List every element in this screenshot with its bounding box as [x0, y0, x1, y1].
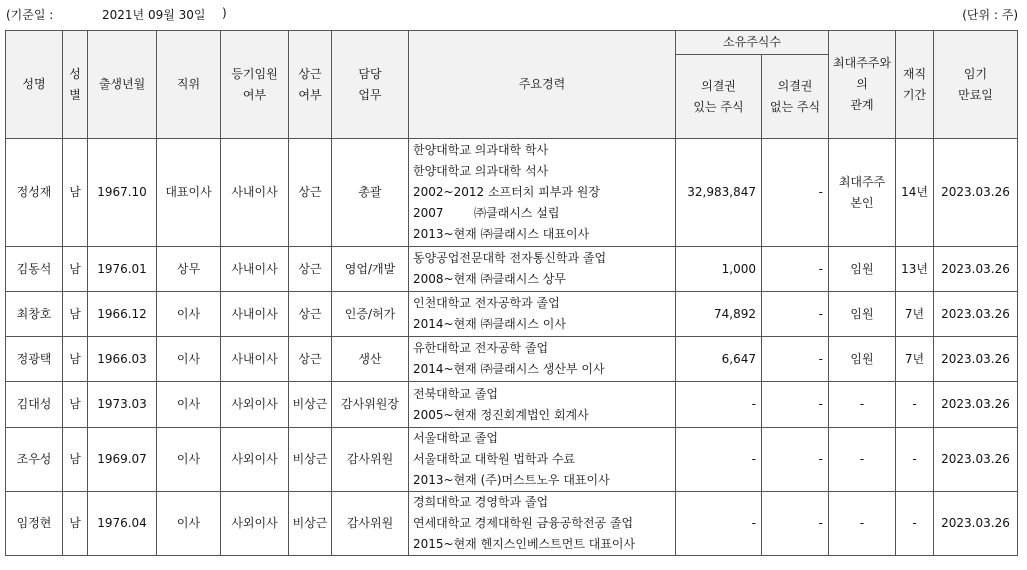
cell-position: 이사 [157, 382, 221, 428]
cell-voting-shares: - [676, 492, 762, 556]
cell-position: 상무 [157, 247, 221, 292]
cell-fulltime: 상근 [289, 139, 332, 247]
cell-birth: 1967.10 [88, 139, 157, 247]
cell-career [409, 292, 676, 337]
cell-tenure: - [896, 492, 934, 556]
cell-nonvoting-shares: - [762, 337, 829, 382]
cell-birth: 1973.03 [88, 382, 157, 428]
table-row [6, 382, 1018, 428]
cell-gender: 남 [63, 337, 88, 382]
cell-gender: 남 [63, 292, 88, 337]
cell-voting-shares: - [676, 382, 762, 428]
cell-tenure: 7년 [896, 292, 934, 337]
cell-duty: 총괄 [332, 139, 409, 247]
header-birth: 출생년월 [88, 31, 157, 139]
executives-table [5, 30, 1018, 556]
cell-career [409, 247, 676, 292]
cell-term: 2023.03.26 [934, 292, 1018, 337]
cell-birth: 1976.04 [88, 492, 157, 556]
cell-career [409, 492, 676, 556]
cell-nonvoting-shares: - [762, 382, 829, 428]
cell-birth: 1969.07 [88, 428, 157, 492]
cell-name: 정성재 [6, 139, 63, 247]
cell-relation-line: 임원 [850, 261, 874, 276]
cell-tenure: 14년 [896, 139, 934, 247]
cell-nonvoting-shares: - [762, 292, 829, 337]
cell-name: 조우성 [6, 428, 63, 492]
cell-position: 대표이사 [157, 139, 221, 247]
cell-name: 김대성 [6, 382, 63, 428]
cell-term: 2023.03.26 [934, 337, 1018, 382]
cell-duty: 인증/허가 [332, 292, 409, 337]
cell-career-line: 경희대학교 경영학과 졸업 [413, 495, 549, 509]
header-nonvoting: 의결권 없는 주식 [762, 55, 829, 139]
cell-birth: 1966.03 [88, 337, 157, 382]
cell-voting-shares: 6,647 [676, 337, 762, 382]
cell-name: 임정현 [6, 492, 63, 556]
cell-relation [829, 382, 896, 428]
cell-relation-line: 최대주주 [838, 174, 886, 189]
cell-voting-shares: 74,892 [676, 292, 762, 337]
cell-term: 2023.03.26 [934, 428, 1018, 492]
cell-gender: 남 [63, 139, 88, 247]
basis-date-close: ) [222, 6, 227, 20]
cell-duty: 영업/개발 [332, 247, 409, 292]
cell-voting-shares: 32,983,847 [676, 139, 762, 247]
table-row [6, 428, 1018, 492]
cell-career-line: 2014~현재 ㈜클래시스 생산부 이사 [413, 362, 605, 376]
cell-relation [829, 247, 896, 292]
cell-career [409, 337, 676, 382]
cell-career-line: 동양공업전문대학 전자통신학과 졸업 [413, 251, 607, 265]
cell-voting-shares: 1,000 [676, 247, 762, 292]
cell-career [409, 428, 676, 492]
cell-fulltime: 상근 [289, 292, 332, 337]
cell-career-line: 2013~현재 (주)머스트노우 대표이사 [413, 473, 610, 487]
cell-career-line: 2007 ㈜클래시스 설립 [413, 206, 560, 220]
cell-term: 2023.03.26 [934, 492, 1018, 556]
cell-career-line: 전북대학교 졸업 [413, 386, 498, 401]
table-row [6, 492, 1018, 556]
header-duty: 담당 업무 [332, 31, 409, 139]
cell-relation [829, 139, 896, 247]
cell-name: 김동석 [6, 247, 63, 292]
cell-career-line: 2008~현재 ㈜클래시스 상무 [413, 272, 566, 286]
header-relation: 최대주주와 의 관계 [829, 31, 896, 139]
cell-tenure: 7년 [896, 337, 934, 382]
cell-relation-line: 본인 [850, 195, 874, 210]
cell-career-line: 연세대학교 경제대학원 금융공학전공 졸업 [413, 516, 634, 530]
cell-career-line: 2013~현재 ㈜클래시스 대표이사 [413, 227, 590, 241]
cell-registered: 사내이사 [221, 247, 289, 292]
cell-duty: 생산 [332, 337, 409, 382]
cell-relation-line: - [859, 516, 865, 530]
cell-relation-line: - [859, 397, 865, 411]
unit-label: (단위 : 주) [962, 8, 1018, 22]
cell-career-line: 유한대학교 전자공학 졸업 [413, 341, 549, 355]
basis-line [6, 6, 1018, 22]
table-body [6, 139, 1018, 556]
cell-name: 정광택 [6, 337, 63, 382]
cell-career-line: 서울대학교 대학원 법학과 수료 [413, 452, 576, 466]
header-gender: 성 별 [63, 31, 88, 139]
cell-position: 이사 [157, 492, 221, 556]
cell-duty: 감사위원 [332, 428, 409, 492]
cell-gender: 남 [63, 382, 88, 428]
header-registered: 등기임원 여부 [221, 31, 289, 139]
cell-registered: 사내이사 [221, 337, 289, 382]
cell-tenure: - [896, 428, 934, 492]
cell-career-line: 2014~현재 ㈜클래시스 이사 [413, 317, 566, 331]
cell-career-line: 2015~현재 헨지스인베스트먼트 대표이사 [413, 537, 636, 551]
cell-relation-line: 임원 [850, 351, 874, 366]
table-row [6, 247, 1018, 292]
header-tenure: 재직 기간 [896, 31, 934, 139]
cell-fulltime: 비상근 [289, 428, 332, 492]
cell-fulltime: 비상근 [289, 382, 332, 428]
cell-term: 2023.03.26 [934, 382, 1018, 428]
cell-relation [829, 292, 896, 337]
cell-position: 이사 [157, 428, 221, 492]
header-fulltime: 상근 여부 [289, 31, 332, 139]
header-voting: 의결권 있는 주식 [676, 55, 762, 139]
cell-nonvoting-shares: - [762, 247, 829, 292]
cell-career-line: 한양대학교 의과대학 석사 [413, 164, 549, 178]
cell-fulltime: 상근 [289, 247, 332, 292]
table-header [6, 31, 1018, 139]
cell-nonvoting-shares: - [762, 492, 829, 556]
basis-date: 2021년 09월 30일 [102, 8, 206, 22]
cell-relation-line: - [859, 452, 865, 466]
cell-career [409, 139, 676, 247]
header-career: 주요경력 [409, 31, 676, 139]
cell-position: 이사 [157, 337, 221, 382]
cell-career-line: 2005~현재 정진회계법인 회계사 [413, 407, 589, 422]
cell-nonvoting-shares: - [762, 139, 829, 247]
header-position: 직위 [157, 31, 221, 139]
cell-voting-shares: - [676, 428, 762, 492]
cell-career-line: 인천대학교 전자공학과 졸업 [413, 296, 560, 310]
cell-term: 2023.03.26 [934, 247, 1018, 292]
cell-gender: 남 [63, 247, 88, 292]
cell-registered: 사외이사 [221, 382, 289, 428]
cell-career [409, 382, 676, 428]
cell-tenure: 13년 [896, 247, 934, 292]
cell-position: 이사 [157, 292, 221, 337]
cell-name: 최창호 [6, 292, 63, 337]
cell-registered: 사외이사 [221, 492, 289, 556]
table-row [6, 337, 1018, 382]
cell-tenure: - [896, 382, 934, 428]
cell-gender: 남 [63, 492, 88, 556]
cell-relation-line: 임원 [850, 306, 874, 321]
cell-career-line: 한양대학교 의과대학 학사 [413, 143, 549, 157]
header-name: 성명 [6, 31, 63, 139]
cell-term: 2023.03.26 [934, 139, 1018, 247]
cell-gender: 남 [63, 428, 88, 492]
basis-date-label: (기준일 : [6, 8, 54, 22]
cell-career-line: 2002~2012 소프터치 피부과 원장 [413, 185, 600, 199]
table-row [6, 139, 1018, 247]
cell-fulltime: 상근 [289, 337, 332, 382]
cell-relation [829, 428, 896, 492]
table-row [6, 292, 1018, 337]
cell-registered: 사내이사 [221, 139, 289, 247]
header-shares-group: 소유주식수 [676, 31, 829, 55]
header-term: 임기 만료일 [934, 31, 1018, 139]
cell-fulltime: 비상근 [289, 492, 332, 556]
cell-birth: 1966.12 [88, 292, 157, 337]
cell-relation [829, 492, 896, 556]
cell-registered: 사내이사 [221, 292, 289, 337]
cell-duty: 감사위원장 [332, 382, 409, 428]
cell-career-line: 서울대학교 졸업 [413, 431, 498, 445]
cell-nonvoting-shares: - [762, 428, 829, 492]
cell-registered: 사외이사 [221, 428, 289, 492]
cell-relation [829, 337, 896, 382]
cell-duty: 감사위원 [332, 492, 409, 556]
cell-birth: 1976.01 [88, 247, 157, 292]
